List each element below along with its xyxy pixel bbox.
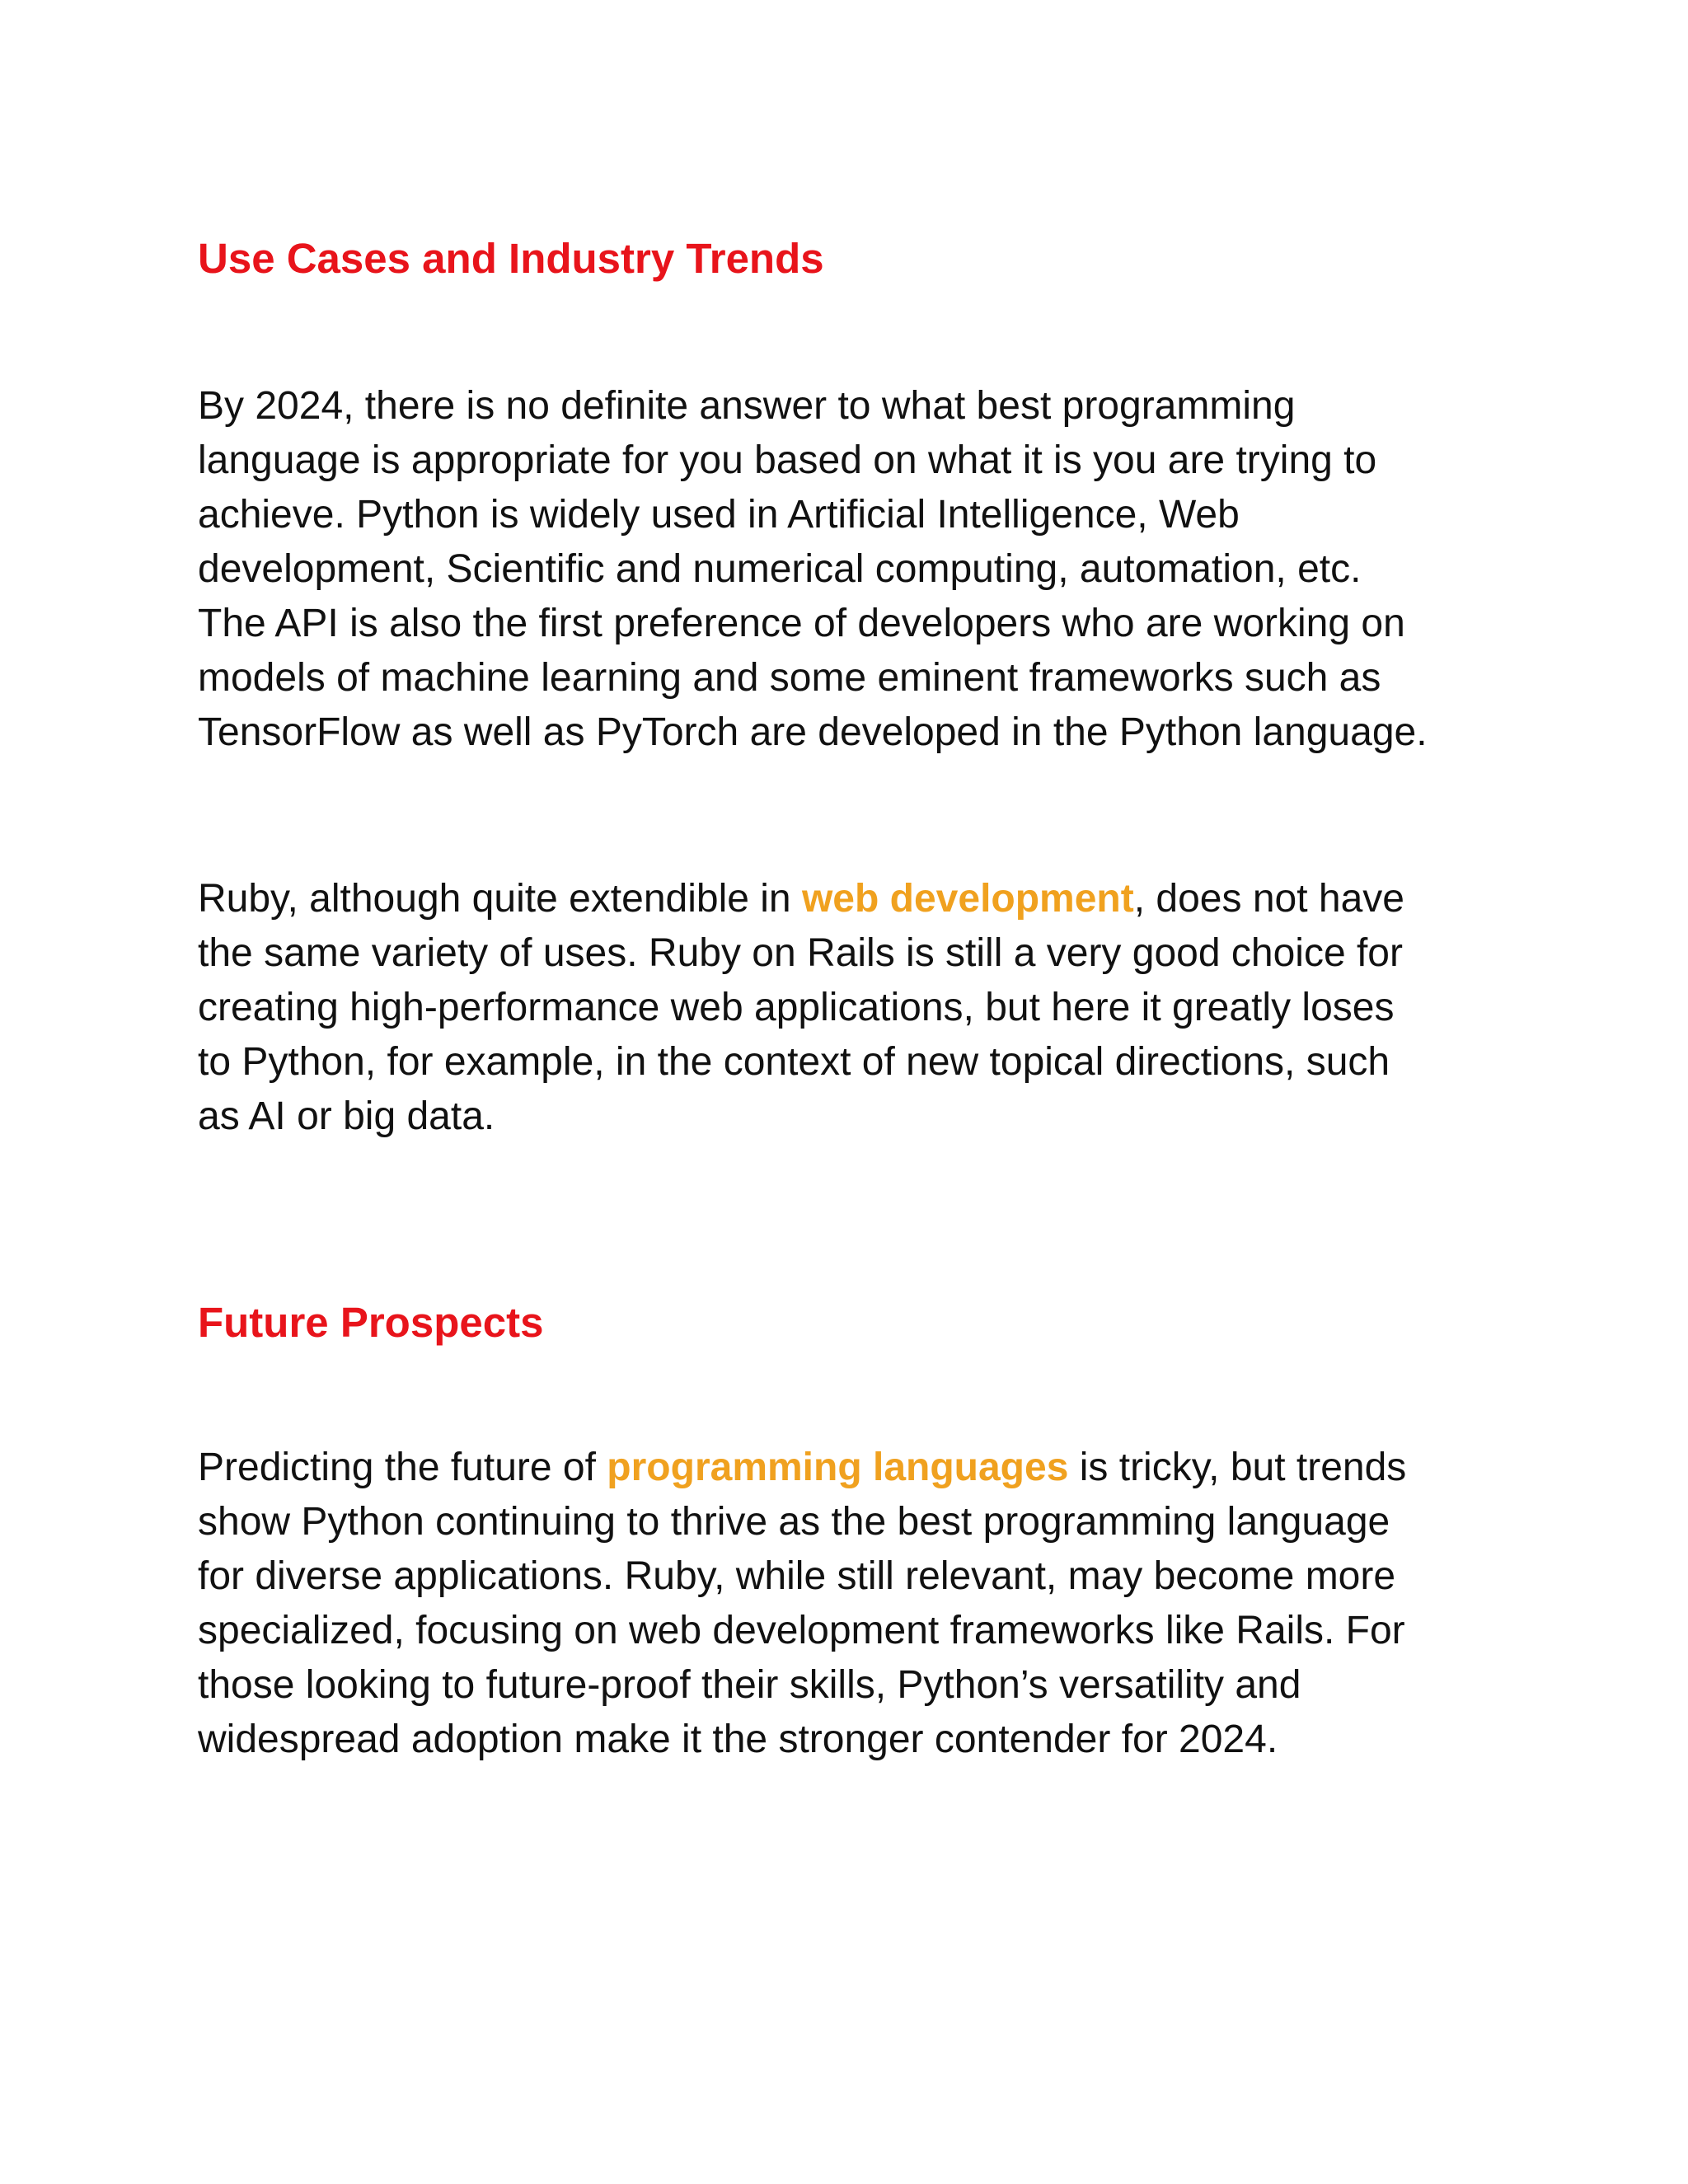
- web-development-link[interactable]: web development: [801, 877, 1134, 921]
- text-line: The API is also the first preference of developers who are working on: [198, 602, 1405, 645]
- heading-future-prospects: Future Prospects: [198, 1299, 544, 1346]
- text-line: TensorFlow as well as PyTorch are developed in the Python language.: [198, 710, 1428, 754]
- paragraph-python-use-cases: [198, 379, 1428, 760]
- text-line: the same variety of uses. Ruby on Rails is still a very good choice for: [198, 931, 1403, 975]
- text-line: achieve. Python is widely used in Artificial Intelligence, Web: [198, 493, 1240, 537]
- text-segment: , does not have: [1133, 877, 1404, 921]
- programming-languages-link[interactable]: programming languages: [607, 1446, 1069, 1489]
- text-line: [198, 1441, 1406, 1495]
- text-line: to Python, for example, in the context of new topical directions, such: [198, 1040, 1390, 1084]
- text-line: creating high-performance web applications, but here it greatly loses: [198, 986, 1395, 1029]
- text-line: language is appropriate for you based on what it is you are trying to: [198, 438, 1377, 482]
- text-line: development, Scientific and numerical computing, automation, etc.: [198, 547, 1362, 591]
- paragraph-ruby-use-cases: [198, 872, 1404, 1144]
- text-line: as AI or big data.: [198, 1094, 495, 1138]
- text-segment: Predicting the future of: [198, 1446, 607, 1489]
- text-line: for diverse applications. Ruby, while still relevant, may become more: [198, 1554, 1396, 1598]
- text-segment: Ruby, although quite extendible in: [198, 877, 802, 921]
- heading-use-cases-industry-trends: Use Cases and Industry Trends: [198, 235, 824, 282]
- text-line: models of machine learning and some eminent frameworks such as: [198, 656, 1381, 700]
- text-line: specialized, focusing on web development frameworks like Rails. For: [198, 1609, 1405, 1652]
- text-line: By 2024, there is no definite answer to what best programming: [198, 384, 1296, 428]
- text-line: [198, 872, 1404, 926]
- text-line: those looking to future-proof their skills, Python’s versatility and: [198, 1663, 1301, 1707]
- text-line: show Python continuing to thrive as the best programming language: [198, 1500, 1390, 1544]
- text-line: widespread adoption make it the stronger contender for 2024.: [198, 1718, 1278, 1761]
- paragraph-future-prospects: [198, 1441, 1406, 1767]
- text-segment: is tricky, but trends: [1068, 1446, 1407, 1489]
